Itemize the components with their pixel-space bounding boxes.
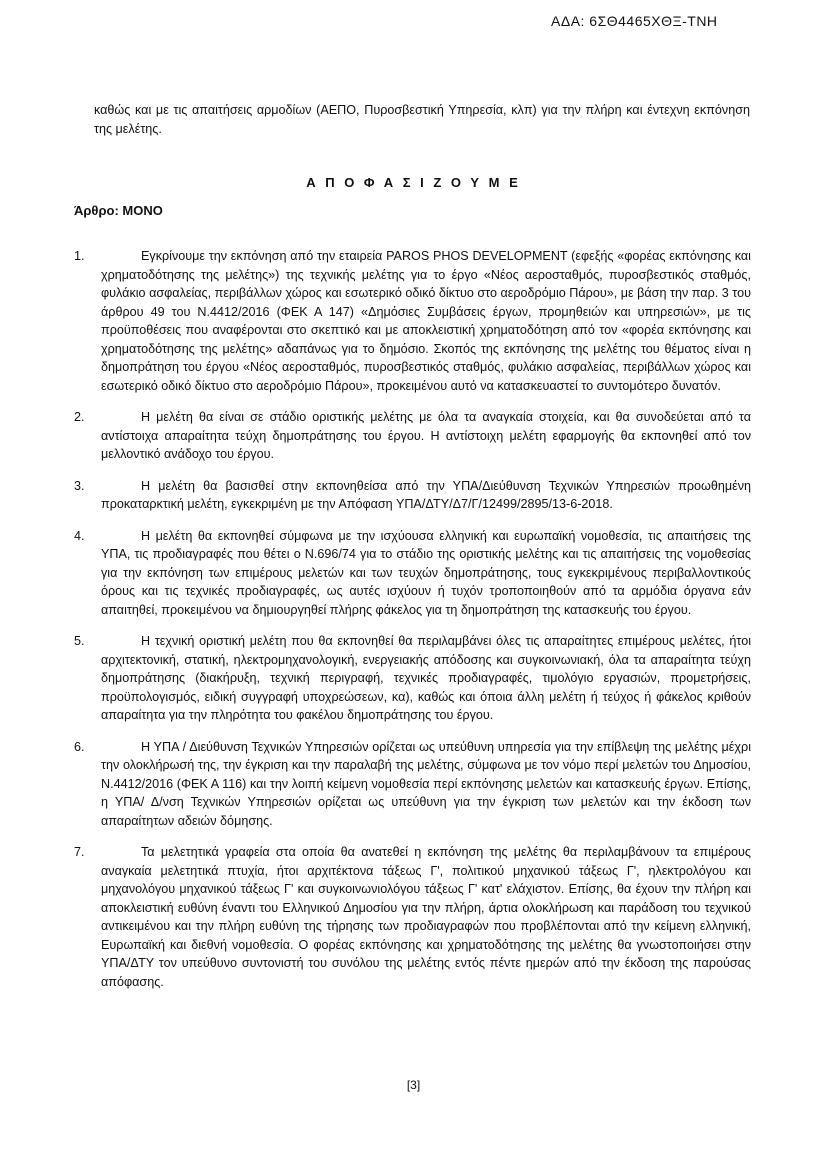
- item-text: Η μελέτη θα βασισθεί στην εκπονηθείσα από την ΥΠΑ/Διεύθυνση Τεχνικών Υπηρεσιών προωθημένη προκαταρκτική μελέτη, εγκεκριμένη με την Απόφαση ΥΠΑ/ΔΤΥ/Δ7/Γ/12499/2895/13-6-2018.: [101, 478, 751, 511]
- item-text: Η τεχνική οριστική μελέτη που θα εκπονηθεί θα περιλαμβάνει όλες τις απαραίτητες επιμέρους μελέτες, ήτοι αρχιτεκτονική, στατική, ηλεκτρομηχανολογική, ενεργειακής απόδοσης και συγκοινωνιακή, όλα τα απαραίτητα τεύχη δημοπράτησης (διακήρυξη, τεχνική περιγραφή, τεχνικές προδιαγραφές, τιμολόγιο εργασιών, προμετρήσεις, προϋπολογισμός, ειδική συγγραφή υποχρεώσεων, κα), καθώς και όποια άλλη μελέτη ή τεύχος ή φάκελος κριθούν απαραίτητα για την πληρότητα του φακέλου δημοπράτησης του έργου.: [101, 634, 751, 722]
- ada-code: ΑΔΑ: 6ΣΘ4465ΧΘΞ-ΤΝΗ: [551, 13, 718, 29]
- list-item: [0, 738, 827, 831]
- item-text: Η μελέτη θα εκπονηθεί σύμφωνα με την ισχύουσα ελληνική και ευρωπαϊκή νομοθεσία, τις απαιτήσεις της ΥΠΑ, τις προδιαγραφές που θέτει ο Ν.696/74 για το στάδιο της οριστικής μελέτης και τις απαιτήσεις της νομοθεσίας για την εκπόνηση των επιμέρους μελετών και των τευχών δημοπράτησης, τους εγκεκριμένους περιβαλλοντικούς όρους και τις τεχνικές προδιαγραφές, ως αυτές ισχύουν ή τυχόν τροποποιηθούν από τα αρμόδια όργανα εάν απαιτηθεί, προκειμένου να δημιουργηθεί πλήρης φάκελος για τη δημοπράτηση της κατασκευής του έργου.: [101, 528, 751, 617]
- decision-items: [0, 247, 827, 1004]
- decision-heading: Α Π Ο Φ Α Σ Ι Ζ Ο Υ Μ Ε: [306, 175, 521, 190]
- item-number: 2.: [74, 410, 85, 424]
- list-item: [0, 527, 827, 620]
- item-text: Εγκρίνουμε την εκπόνηση από την εταιρεία PAROS PHOS DEVELOPMENT (εφεξής «φορέας εκπόνησης και χρηματοδότησης της μελέτης») της τεχνικής μελέτης για το έργο «Νέος αεροσταθμός, πυροσβεστικός σταθμός, φυλάκιο ασφαλείας, περιβάλλων χώρος και εσωτερικό οδικό δίκτυο στο αεροδρόμιο Πάρου», με βάση την παρ. 3 του άρθρου 49 του Ν.4412/2016 (ΦΕΚ Α 147) «Δημόσιες Συμβάσεις έργων, προμηθειών και υπηρεσιών», με τις προϋποθέσεις που αναφέρονται στο σκεπτικό και με αποκλειστική χρηματοδότηση από τον «φορέα εκπόνησης και χρηματοδότησης της μελέτης» αδαπάνως για το δημόσιο. Σκοπός της εκπόνησης της μελέτης του θέματος είναι η δημοπράτηση του έργου «Νέος αεροσταθμός, πυροσβεστικός σταθμός, φυλάκιο ασφαλείας, περιβάλλων χώρος και εσωτερικό οδικό δίκτυο στο αεροδρόμιο Πάρου», προκειμένου αυτό να κατασκευαστεί το συντομότερο δυνατόν.: [101, 249, 751, 393]
- item-number: 6.: [74, 739, 85, 754]
- item-text: Τα μελετητικά γραφεία στα οποία θα ανατεθεί η εκπόνηση της μελέτης θα περιλαμβάνουν τα επιμέρους αναγκαία μελετητικά πτυχία, ήτοι αρχιτέκτονα τάξεως Γ', πολιτικού μηχανικού τάξεως Γ', ηλεκτρολόγου και μηχανολόγου μηχανικού τάξεως Γ' και συγκοινωνιολόγου τάξεως Γ' κατ' ελάχιστον. Επίσης, θα έχουν την πλήρη και αποκλειστική ευθύνη έναντι του Ελληνικού Δημοσίου για την πλήρη, άρτια ολοκλήρωση και παράδοση του τεχνικού αντικειμένου και την πλήρη ευθύνη της τήρησης των προδιαγραφών που προβλέπονται από την κείμενη ελληνική, Ευρωπαϊκή και διεθνή νομοθεσία. Ο φορέας εκπόνησης και χρηματοδότησης της μελέτης θα γνωστοποιήσει στην ΥΠΑ/ΔΤΥ τον υπεύθυνο συντονιστή του συνόλου της μελέτης εντός πέντε ημερών από την έκδοση της παρούσας απόφασης.: [101, 845, 751, 989]
- list-item: [0, 247, 827, 395]
- list-item: [0, 843, 827, 991]
- item-text: Η μελέτη θα είναι σε στάδιο οριστικής μελέτης με όλα τα αναγκαία στοιχεία, και θα συνοδεύεται από τα αντίστοιχα απαραίτητα τεύχη δημοπράτησης του έργου. Η αντίστοιχη μελέτη εφαρμογής θα εκπονηθεί από τον μελλοντικό ανάδοχο του έργου.: [101, 410, 751, 461]
- item-number: 4.: [74, 528, 85, 543]
- item-number: 1.: [74, 249, 85, 263]
- list-item: [0, 408, 827, 464]
- item-number: 3.: [74, 478, 85, 493]
- list-item: [0, 632, 827, 725]
- item-text: Η ΥΠΑ / Διεύθυνση Τεχνικών Υπηρεσιών ορίζεται ως υπεύθυνη υπηρεσία για την επίβλεψη της μελέτης μέχρι την ολοκλήρωσή της, την έγκριση και την παραλαβή της μελέτης, σύμφωνα με τον νόμο περί μελετών του Δημοσίου, Ν.4412/2016 (ΦΕΚ Α 116) και την λοιπή κείμενη νομοθεσία περί εκπόνησης μελετών και κατασκευής έργων. Επίσης, η ΥΠΑ/ Δ/νση Τεχνικών Υπηρεσιών ορίζεται ως υπεύθυνη για την έγκριση των μελετών και την έκδοση των απαραίτητων αδειών δόμησης.: [101, 739, 751, 828]
- intro-paragraph: καθώς και με τις απαιτήσεις αρμοδίων (ΑΕΠΟ, Πυροσβεστική Υπηρεσία, κλπ) για την πλήρη και έντεχνη εκπόνηση της μελέτης.: [94, 103, 750, 136]
- page-number: [3]: [406, 1078, 421, 1092]
- list-item: [0, 477, 827, 514]
- article-label: Άρθρο: ΜΟΝΟ: [74, 203, 163, 218]
- item-number: 7.: [74, 845, 85, 859]
- item-number: 5.: [74, 634, 85, 648]
